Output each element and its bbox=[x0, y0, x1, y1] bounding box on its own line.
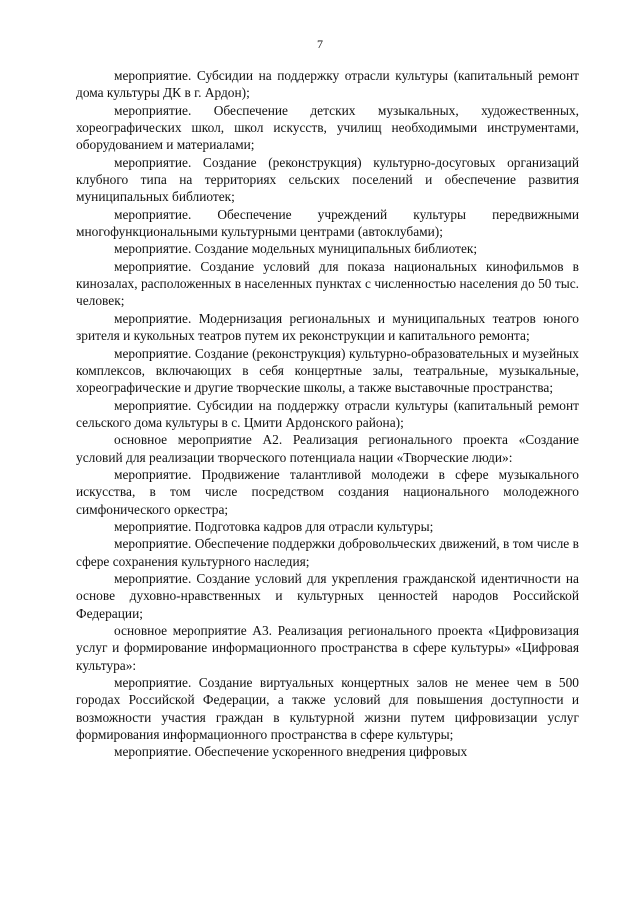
paragraph: мероприятие. Модернизация региональных и муниципальных театров юного зрителя и кукольных театров путем их реконструкции и капитального ремонта; bbox=[76, 310, 579, 344]
paragraph: мероприятие. Создание условий для укрепления гражданской идентичности на основе духовно-нравственных и культурных ценностей народов Российской Федерации; bbox=[76, 570, 579, 621]
paragraph: мероприятие. Обеспечение детских музыкальных, художественных, хореографических школ, школ искусств, училищ необходимыми инструментами, оборудованием и материалами; bbox=[76, 102, 579, 153]
paragraph: мероприятие. Создание условий для показа национальных кинофильмов в кинозалах, расположенных в населенных пунктах с численностью населения до 50 тыс. человек; bbox=[76, 258, 579, 309]
paragraph: мероприятие. Обеспечение ускоренного внедрения цифровых bbox=[114, 744, 468, 760]
paragraph: мероприятие. Субсидии на поддержку отрасли культуры (капитальный ремонт дома культуры ДК в г. Ардон); bbox=[76, 68, 579, 101]
paragraph: основное мероприятие А2. Реализация регионального проекта «Создание условий для реализации творческого потенциала нации «Творческие люди»: bbox=[76, 432, 579, 465]
document-body bbox=[76, 67, 579, 761]
page-number: 7 bbox=[317, 37, 323, 51]
paragraph: мероприятие. Создание модельных муниципальных библиотек; bbox=[114, 241, 478, 257]
paragraph: мероприятие. Создание (реконструкция) культурно-досуговых организаций клубного типа на территориях сельских поселений и обеспечение развития муниципальных библиотек; bbox=[76, 154, 579, 205]
paragraph: мероприятие. Субсидии на поддержку отрасли культуры (капитальный ремонт сельского дома культуры в с. Цмити Ардонского района); bbox=[76, 397, 579, 430]
paragraph: мероприятие. Обеспечение учреждений культуры передвижными многофункциональными культурными центрами (автоклубами); bbox=[76, 206, 579, 240]
paragraph: основное мероприятие А3. Реализация регионального проекта «Цифровизация услуг и формирование информационного пространства в сфере культуры» «Цифровая культура»: bbox=[76, 623, 579, 673]
paragraph: мероприятие. Продвижение талантливой молодежи в сфере музыкального искусства, в том числе посредством создания национального молодежного симфонического оркестра; bbox=[76, 466, 579, 517]
paragraph: мероприятие. Создание (реконструкция) культурно-образовательных и музейных комплексов, включающих в себя концертные залы, театральные, музыкальные, хореографические и другие творческие школы, а также выставочные пространства; bbox=[76, 345, 579, 396]
paragraph: мероприятие. Обеспечение поддержки добровольческих движений, в том числе в сфере сохранения культурного наследия; bbox=[76, 536, 579, 569]
paragraph: мероприятие. Подготовка кадров для отрасли культуры; bbox=[114, 518, 434, 534]
paragraph: мероприятие. Создание виртуальных концертных залов не менее чем в 500 городах Российской Федерации, а также условий для повышения доступности и возможности участия граждан в культурной жизни путем цифровизации услуг формирования информационного пространства в сфере культуры; bbox=[76, 675, 579, 743]
